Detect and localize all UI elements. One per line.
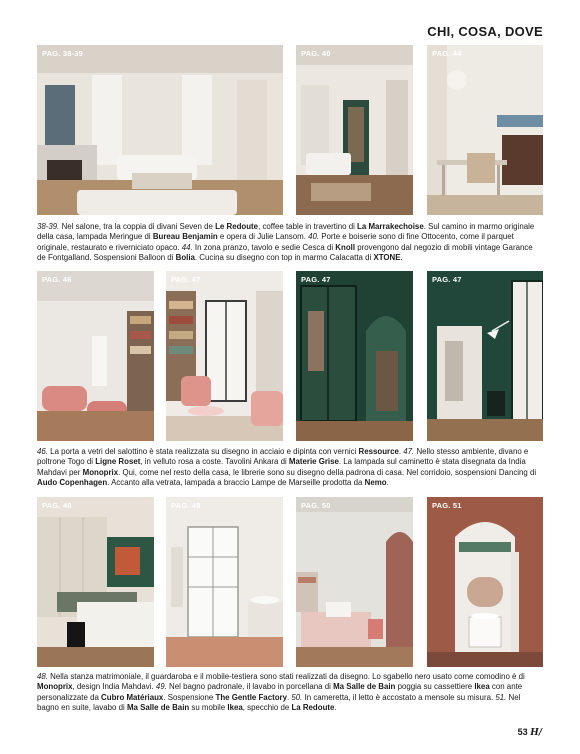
brand-name: Cubro Matériaux [101, 692, 164, 702]
bagno-en-suite-illustration [427, 497, 543, 667]
porte-illustration [296, 45, 413, 215]
caption-text: . [287, 692, 292, 702]
caption-text: . [386, 477, 389, 487]
section-title: CHI, COSA, DOVE [427, 24, 543, 39]
photo-salone [37, 45, 283, 215]
brand-name: Ikea [474, 682, 490, 692]
caption-text: , design India Mahdavi. [72, 682, 156, 692]
page-tag: PAG. 46 [42, 275, 72, 284]
caption-text: , specchio de [242, 702, 292, 712]
caption-text: 50. [291, 692, 303, 702]
photo-bagno-padronale [166, 497, 283, 667]
brand-name: Audo Copenhagen [37, 477, 108, 487]
brand-name: Bureau Benjamin [152, 232, 218, 242]
photo-bagno-en-suite [427, 497, 543, 667]
caption-text: su mobile [189, 702, 228, 712]
caption-text: , in velluto rosa a coste. Tavolini Ankara di [140, 457, 289, 467]
page-tag: PAG. 50 [301, 501, 331, 510]
brand-name: Bolia [175, 252, 195, 262]
caption-text: Nello stesso ambiente, divano e poltrone Togo di [37, 447, 529, 467]
caption-text: 44. [181, 242, 193, 252]
photo-zona-pranzo [427, 45, 543, 215]
brand-name: Ma Salle de Bain [333, 682, 396, 692]
cameretta-illustration [296, 497, 413, 667]
caption-text: poggia su cassettiere [395, 682, 475, 692]
brand-name: Monoprix [82, 467, 119, 477]
caption-text: 47. [403, 447, 415, 456]
brand-name: Knoll [335, 242, 356, 252]
pranzo-illustration [427, 45, 543, 215]
matrimoniale-illustration [37, 497, 154, 667]
page-tag: PAG. 48 [42, 501, 72, 510]
brand-name: La Redoute [291, 702, 335, 712]
page-number: 53 [517, 727, 528, 737]
page-tag: PAG. 44 [432, 49, 462, 58]
brand-name: Monoprix [37, 682, 73, 692]
page-tag: PAG. 47 [171, 275, 201, 284]
caption-text: provengono dal negozio di mobili vintage Garance de Fontgalland. Sospensioni Balloon di [37, 242, 533, 262]
photo-stanza-matrimoniale [37, 497, 154, 667]
caption-text: Nel salone, tra la coppia di divani Seven de [59, 222, 216, 231]
brand-name: Ligne Roset [95, 457, 141, 467]
caption-text: 38-39. [37, 222, 60, 231]
caption-text: 48. [37, 672, 48, 681]
photo-librerie [166, 271, 283, 441]
caption-text: La porta a vetri del salottino è stata realizzata su disegno in acciaio e dipinta con vernici [47, 447, 359, 456]
caption-text: . Accanto alla vetrata, lampada a braccio Lampe de Marseille prodotta da [107, 477, 365, 487]
caption-text: 46. [37, 447, 48, 456]
page-tag: PAG. 47 [432, 275, 462, 284]
caption-text: Nella stanza matrimoniale, il guardaroba e il mobile-testiera sono stati realizzati da disegno. Lo sgabello nero usato come comodino è di [47, 672, 525, 681]
photo-vetrata-lampada [427, 271, 543, 441]
photo-porte-boiserie [296, 45, 413, 215]
caption-text: . Cucina su disegno con top in marmo Calacatta di [194, 252, 374, 262]
caption-text: In cameretta, il letto è accostato a mensole su misura. [302, 692, 496, 702]
caption-text: . La lampada sul caminetto è stata disegnata da India Mahdavi per [37, 457, 526, 477]
brand-name: Ma Salle de Bain [126, 702, 190, 712]
caption-text: , coffee table in travertino di [258, 222, 358, 231]
salone-illustration [37, 45, 283, 215]
caption-text: . Sul camino in marmo originale della casa, lampada Meringue di [37, 222, 535, 242]
page-tag: PAG. 51 [432, 501, 462, 510]
page-footer [518, 727, 542, 738]
photo-salottino [37, 271, 154, 441]
caption-text: Nel bagno padronale, il lavabo in porcellana di [166, 682, 334, 692]
caption-text: 51. [495, 692, 507, 702]
caption-text: . [400, 252, 403, 262]
brand-name: Le Redoute [215, 222, 259, 231]
brand-name: La Marrakechoise [357, 222, 424, 231]
page-tag: PAG. 47 [301, 275, 331, 284]
caption-block-2 [37, 447, 543, 488]
brand-name: Materie Grise [288, 457, 339, 467]
page-tag: PAG. 38-39 [42, 49, 84, 58]
page-tag: PAG. 49 [171, 501, 201, 510]
caption-text: . [398, 447, 404, 456]
corridoio-illustration [296, 271, 413, 441]
vetrata-illustration [427, 271, 543, 441]
photo-corridoio-verde [296, 271, 413, 441]
brand-name: XTONE [373, 252, 401, 262]
caption-text: con ante personalizzate da [37, 682, 523, 702]
magazine-logo: H/ [530, 728, 542, 738]
caption-text: . [334, 702, 337, 712]
caption-text: In zona pranzo, tavolo e sedie Cesca di [192, 242, 336, 252]
brand-name: Ressource [358, 447, 399, 456]
caption-text: . Sospensione [163, 692, 216, 702]
caption-text: . Qui, come nel resto della casa, le librerie sono su disegno della padrona di casa. Nel corridoio, sospensioni Dancing di [118, 467, 537, 477]
bagno-padronale-illustration [166, 497, 283, 667]
salottino-illustration [37, 271, 154, 441]
caption-text: Porte e boiserie sono di fine Ottocento, come il parquet originale, restaurato e riverniciato opaco. [37, 232, 514, 252]
brand-name: Nemo [364, 477, 387, 487]
caption-text: e opera di Julie Lansom. [217, 232, 309, 242]
page-tag: PAG. 40 [301, 49, 331, 58]
caption-block-1 [37, 222, 543, 263]
librerie-illustration [166, 271, 283, 441]
caption-text: 40. [308, 232, 320, 242]
caption-text: 49. [155, 682, 167, 692]
photo-cameretta [296, 497, 413, 667]
caption-block-3 [37, 672, 543, 713]
caption-text: Nel bagno en suite, lavabo di [37, 692, 521, 712]
brand-name: The Gentle Factory [215, 692, 287, 702]
brand-name: Ikea [227, 702, 243, 712]
